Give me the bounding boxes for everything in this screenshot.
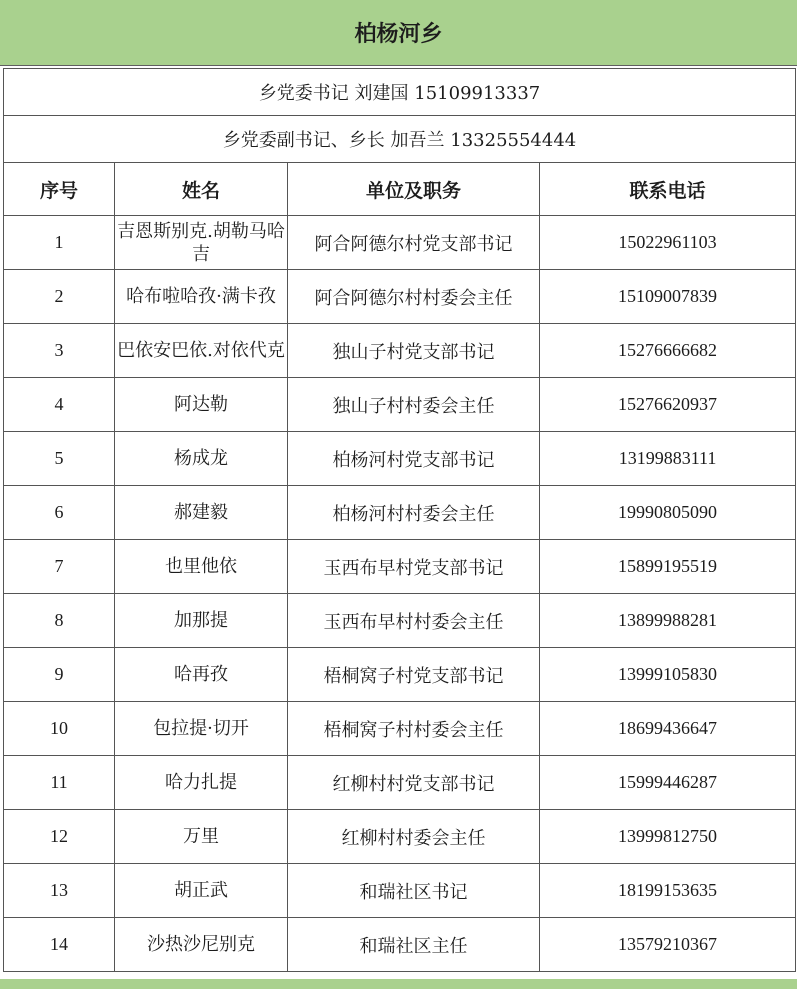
table-row: [4, 756, 796, 810]
table-row: [4, 540, 796, 594]
row-name: 哈布啦哈孜·满卡孜: [115, 270, 288, 324]
row-phone: 13999105830: [540, 648, 796, 702]
row-name: 哈再孜: [115, 648, 288, 702]
row-name: 包拉提·切开: [115, 702, 288, 756]
row-position: 柏杨河村村委会主任: [288, 486, 540, 540]
row-seq: 13: [4, 864, 115, 918]
table-row: [4, 270, 796, 324]
row-name: 加那提: [115, 594, 288, 648]
row-seq: 5: [4, 432, 115, 486]
row-seq: 3: [4, 324, 115, 378]
table-row: [4, 594, 796, 648]
row-phone: 13579210367: [540, 918, 796, 972]
row-position: 梧桐窝子村村委会主任: [288, 702, 540, 756]
row-phone: 15999446287: [540, 756, 796, 810]
party-secretary-line: 乡党委书记 刘建国 15109913337: [4, 69, 796, 116]
lead-row-township-head: [4, 116, 796, 163]
row-seq: 12: [4, 810, 115, 864]
row-position: 阿合阿德尔村党支部书记: [288, 216, 540, 270]
row-name: 郝建毅: [115, 486, 288, 540]
row-name: 哈力扎提: [115, 756, 288, 810]
row-name: 巴依安巴依.对依代克: [115, 324, 288, 378]
row-seq: 8: [4, 594, 115, 648]
footer-bar: [0, 979, 797, 989]
row-seq: 14: [4, 918, 115, 972]
row-phone: 13199883111: [540, 432, 796, 486]
row-phone: 18199153635: [540, 864, 796, 918]
table-title: 柏杨河乡: [0, 0, 797, 66]
row-position: 和瑞社区主任: [288, 918, 540, 972]
row-seq: 9: [4, 648, 115, 702]
table-row: [4, 648, 796, 702]
row-name: 也里他依: [115, 540, 288, 594]
row-phone: 13899988281: [540, 594, 796, 648]
row-position: 红柳村村委会主任: [288, 810, 540, 864]
lead-row-secretary: [4, 69, 796, 116]
row-seq: 6: [4, 486, 115, 540]
row-name: 万里: [115, 810, 288, 864]
row-position: 玉西布早村党支部书记: [288, 540, 540, 594]
row-phone: 15109007839: [540, 270, 796, 324]
row-seq: 7: [4, 540, 115, 594]
table-row: [4, 486, 796, 540]
table-row: [4, 216, 796, 270]
row-position: 梧桐窝子村党支部书记: [288, 648, 540, 702]
row-name: 沙热沙尼别克: [115, 918, 288, 972]
row-seq: 10: [4, 702, 115, 756]
row-name: 吉恩斯别克.胡勒马哈吉: [115, 216, 288, 270]
row-seq: 4: [4, 378, 115, 432]
row-position: 柏杨河村党支部书记: [288, 432, 540, 486]
row-seq: 2: [4, 270, 115, 324]
row-position: 红柳村村党支部书记: [288, 756, 540, 810]
row-name: 阿达勒: [115, 378, 288, 432]
column-header-seq: 序号: [4, 163, 115, 216]
table-row: [4, 324, 796, 378]
row-phone: 15276666682: [540, 324, 796, 378]
table-row: [4, 378, 796, 432]
row-position: 阿合阿德尔村村委会主任: [288, 270, 540, 324]
table-row: [4, 702, 796, 756]
row-seq: 1: [4, 216, 115, 270]
row-phone: 15899195519: [540, 540, 796, 594]
row-seq: 11: [4, 756, 115, 810]
header-row: [4, 163, 796, 216]
row-position: 和瑞社区书记: [288, 864, 540, 918]
row-phone: 19990805090: [540, 486, 796, 540]
table-row: [4, 864, 796, 918]
township-head-line: 乡党委副书记、乡长 加吾兰 13325554444: [4, 116, 796, 163]
row-phone: 15022961103: [540, 216, 796, 270]
row-position: 独山子村村委会主任: [288, 378, 540, 432]
row-position: 独山子村党支部书记: [288, 324, 540, 378]
column-header-phone: 联系电话: [540, 163, 796, 216]
table-row: [4, 810, 796, 864]
contacts-table: [3, 68, 796, 972]
row-name: 杨成龙: [115, 432, 288, 486]
row-phone: 15276620937: [540, 378, 796, 432]
row-phone: 13999812750: [540, 810, 796, 864]
row-phone: 18699436647: [540, 702, 796, 756]
table-row: [4, 918, 796, 972]
column-header-position: 单位及职务: [288, 163, 540, 216]
table-row: [4, 432, 796, 486]
column-header-name: 姓名: [115, 163, 288, 216]
row-position: 玉西布早村村委会主任: [288, 594, 540, 648]
row-name: 胡正武: [115, 864, 288, 918]
